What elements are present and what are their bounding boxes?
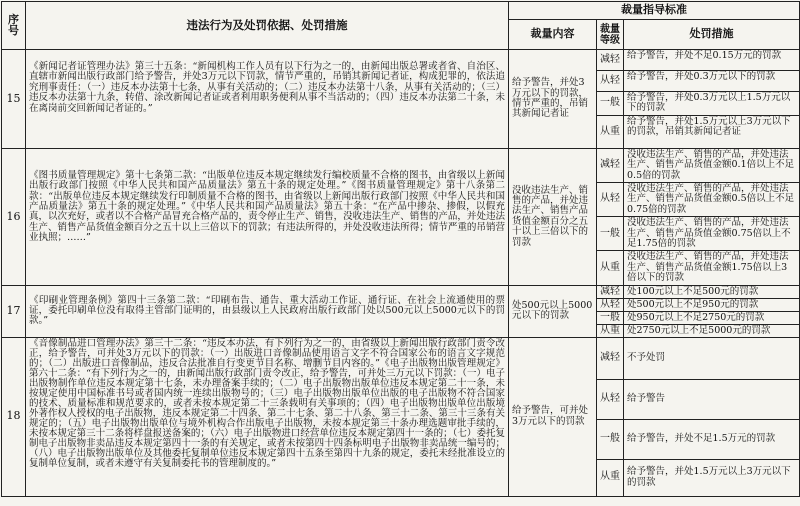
- row-15-level-2: 从轻: [597, 71, 624, 92]
- header-content: 裁量内容: [509, 20, 597, 50]
- row-16-level-4: 从重: [597, 251, 624, 285]
- row-17-measure-2: 处500元以上不足950元的罚款: [624, 298, 800, 311]
- row-17-level-2: 从轻: [597, 298, 624, 311]
- row-18-level-4: 从重: [597, 459, 624, 496]
- row-18-num: 18: [2, 337, 26, 496]
- row-15-content: 给予警告，并处3万元以下的罚款，情节严重的，吊销其新闻记者证: [509, 50, 597, 149]
- row-15-measure-3: 给予警告，并处0.3万元以上1.5万元以下的罚款: [624, 92, 800, 116]
- row-16-measure-2: 没收违法生产、销售的产品，并处违法生产、销售产品货值金额0.5倍以上不足0.75倍的罚款: [624, 183, 800, 217]
- row-17-level-3: 一般: [597, 311, 624, 324]
- header-seq: 序号: [2, 2, 26, 50]
- row-18-level-1: 减轻: [597, 337, 624, 379]
- row-18-violation: 《音像制品进口管理办法》第三十二条：“违反本办法，有下列行为之一的，由省级以上新闻出版行政部门责令改正，给予警告，可并处3万元以下的罚款：（一）出版进口音像制品使用语言文字不符合国家公布的语言文字规范的；（二）出版进口音像制品，违反合法批准自行变更节目名称、增删节目内容的。”《电子出版物出版管理规定》第六十二条：“有下列行为之一的，由新闻出版行政部门责令改正，给予警告，可并处三万元以下罚款：（一）电子出版物制作单位违反本规定第十七条，未办理备案手续的；（二）电子出版物出版单位违反本规定第二十一条，未按规定使用中国标准书号或者国内统一连续出版物号的；（三）电子出版物出版单位出版的电子出版物不符合国家的技术、质量标准和规范要求的，或者未按本规定第二十三条载明有关事项的；（四）电子出版物出版单位出版境外著作权人授权的电子出版物，违反本规定第二十四条、第二十七条、第二十八条、第三十二条、第三十三条有关规定的；（五）电子出版物出版单位与境外机构合作出版电子出版物，未按本规定第三十条办理选题审批手续的，未按本规定第三十二条将样盘报送备案的；（六）电子出版物进口经营单位违反本规定第四十一条的；（七）委托复制电子出版物非卖品违反本规定第四十一条的有关规定，或者未按第四十四条标明电子出版物非卖品统一编号的；（八）电子出版物出版单位及其他委托复制单位违反本规定第四十五条至第四十九条的规定，委托未经批准设立的复制单位复制，或者未遵守有关复制委托书的管理制度的。”: [26, 337, 509, 496]
- row-18-measure-1: 不予处罚: [624, 337, 800, 379]
- row-16-measure-3: 没收违法生产、销售的产品，并处违法生产、销售产品货值金额0.75倍以上不足1.75倍的罚款: [624, 217, 800, 251]
- header-level: 裁量等级: [597, 20, 624, 50]
- row-18-measure-4: 给予警告，并处1.5万元以上3万元以下的罚款: [624, 459, 800, 496]
- row-16-level-1: 减轻: [597, 148, 624, 182]
- header-violation: 违法行为及处罚依据、处罚措施: [26, 2, 509, 50]
- header-standard: 裁量指导标准: [509, 2, 800, 20]
- row-15-measure-2: 给予警告，并处0.3万元以下的罚款: [624, 71, 800, 92]
- row-15-level-3: 一般: [597, 92, 624, 116]
- row-17-num: 17: [2, 285, 26, 337]
- row-16-num: 16: [2, 148, 26, 285]
- row-17-measure-4: 处2750元以上不足5000元的罚款: [624, 324, 800, 337]
- row-15-violation: 《新闻记者证管理办法》第三十五条：“新闻机构工作人员有以下行为之一的，由新闻出版总署或者省、自治区、直辖市新闻出版行政部门给予警告，并处3万元以下罚款，情节严重的，吊销其新闻记者证，构成犯罪的，依法追究刑事责任：（一）违反本办法第十七条，从事有关活动的；（二）违反本办法第十八条，从事有关活动的；（三）违反本办法第十九条，转借、涂改新闻记者证或者利用职务便利从事不当活动的；（四）违反本办法第二十条，未在离岗前交回新闻记者证的。”: [26, 50, 509, 149]
- row-18-measure-2: 给予警告: [624, 379, 800, 419]
- row-17-level-4: 从重: [597, 324, 624, 337]
- row-16-violation: 《图书质量管理规定》第十七条第二款：“出版单位违反本规定继续发行编校质量不合格的图书，由省级以上新闻出版行政部门按照《中华人民共和国产品质量法》第五十条的规定处理。”《图书质量管理规定》第十八条第二款：“出版单位违反本规定继续发行印制质量不合格的图书，由省级以上新闻出版行政部门按照《中华人民共和国产品质量法》第五十条的规定处理。”《中华人民共和国产品质量法》第五十条：“在产品中掺杂、掺假，以假充真，以次充好，或者以不合格产品冒充合格产品的，责令停止生产、销售，没收违法生产、销售的产品，并处违法生产、销售产品货值金额百分之五十以上三倍以下的罚款；有违法所得的，并处没收违法所得；情节严重的吊销营业执照；……”: [26, 148, 509, 285]
- row-17-measure-3: 处950元以上不足2750元的罚款: [624, 311, 800, 324]
- header-measure: 处罚措施: [624, 20, 800, 50]
- row-17-measure-1: 处100元以上不足500元的罚款: [624, 285, 800, 298]
- row-18-measure-3: 给予警告，并处不足1.5万元的罚款: [624, 419, 800, 459]
- row-15-level-1: 减轻: [597, 50, 624, 71]
- row-18-content: 给予警告，可并处3万元以下的罚款: [509, 337, 597, 496]
- row-17-content: 处500元以上5000元以下的罚款: [509, 285, 597, 337]
- row-18-level-2: 从轻: [597, 379, 624, 419]
- penalty-standard-table: [1, 1, 800, 497]
- row-18-level-3: 一般: [597, 419, 624, 459]
- row-16-level-2: 从轻: [597, 183, 624, 217]
- row-16-measure-4: 没收违法生产、销售的产品，并处违法生产、销售产品货值金额1.75倍以上3倍以下的罚款: [624, 251, 800, 285]
- row-16-measure-1: 没收违法生产、销售的产品，并处违法生产、销售产品货值金额0.1倍以上不足0.5倍的罚款: [624, 148, 800, 182]
- row-15-measure-4: 给予警告，并处1.5万元以上3万元以下的罚款，吊销其新闻记者证: [624, 115, 800, 148]
- row-16-level-3: 一般: [597, 217, 624, 251]
- row-17-violation: 《印刷业管理条例》第四十三条第二款：“印刷布告、通告、重大活动工作证、通行证、在社会上流通使用的票证，委托印刷单位没有取得主管部门证明的，由县级以上人民政府出版行政部门处以500元以上5000元以下的罚款。”: [26, 285, 509, 337]
- row-17-level-1: 减轻: [597, 285, 624, 298]
- row-15-level-4: 从重: [597, 115, 624, 148]
- row-16-content: 没收违法生产、销售的产品，并处违法生产、销售产品货值金额百分之五十以上三倍以下的罚款: [509, 148, 597, 285]
- row-15-num: 15: [2, 50, 26, 149]
- row-15-measure-1: 给予警告，并处不足0.15万元的罚款: [624, 50, 800, 71]
